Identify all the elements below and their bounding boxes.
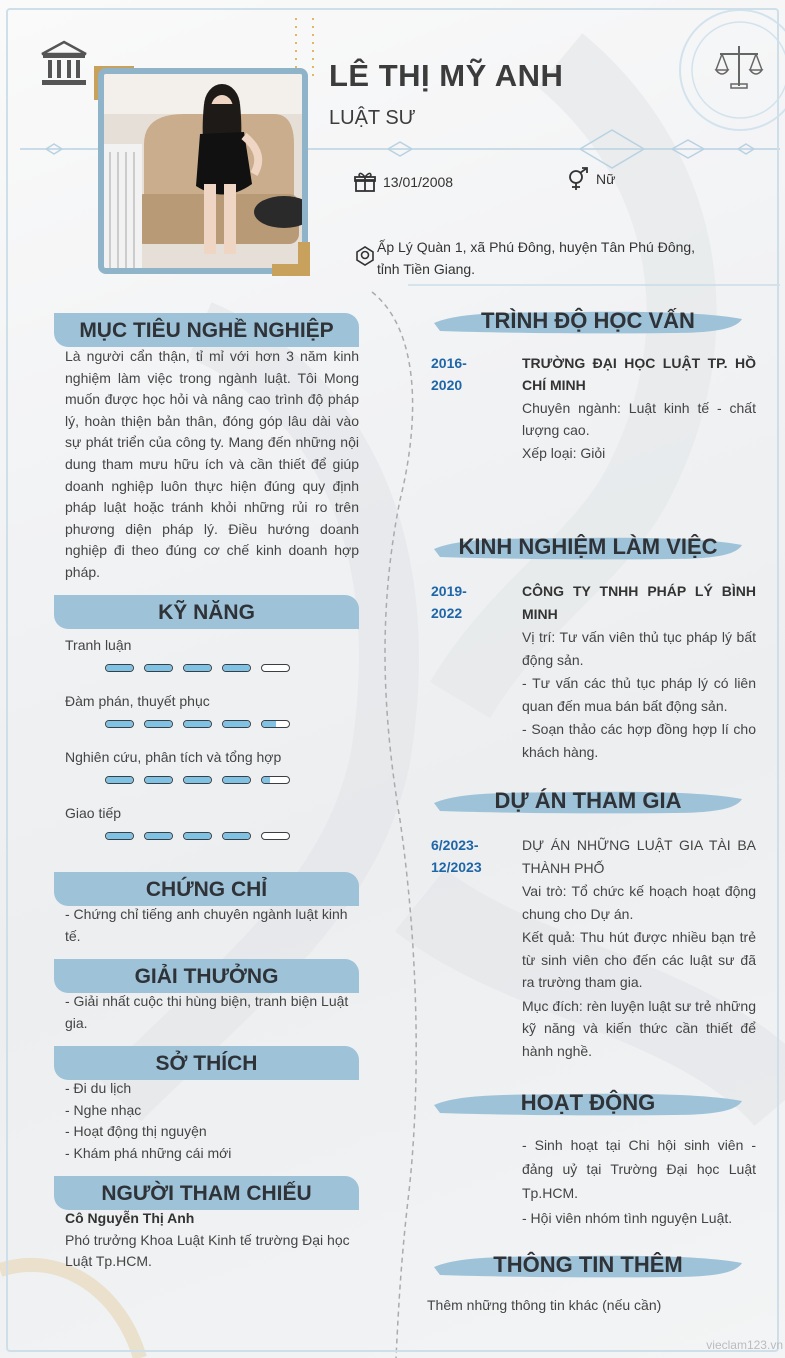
- skill-bar-segment: [261, 720, 290, 728]
- project-date: 6/2023- 12/2023: [431, 837, 482, 875]
- hobbies-heading: SỞ THÍCH: [54, 1046, 359, 1080]
- skill-label: Tranh luận: [65, 637, 132, 653]
- skill-rating: [105, 720, 290, 728]
- skill-bar-segment: [105, 832, 134, 840]
- skill-label: Đàm phán, thuyết phục: [65, 693, 210, 709]
- education-title: TRÌNH ĐỘ HỌC VẤN: [481, 308, 695, 333]
- skill-bar-segment: [144, 776, 173, 784]
- experience-duty: - Tư vấn các thủ tục pháp lý có liên quan đến mua bán bất động sản.: [522, 675, 756, 714]
- skills-heading: KỸ NĂNG: [54, 595, 359, 629]
- skill-rating: [105, 776, 290, 784]
- hobby-item: - Khám phá những cái mới: [65, 1144, 232, 1161]
- project-role: Vai trò: Tổ chức kế hoạch hoạt động chung cho Dự án.: [522, 883, 756, 922]
- reference-block: [65, 1208, 359, 1273]
- skill-bar-segment: [222, 664, 251, 672]
- hobby-item: - Đi du lịch: [65, 1080, 132, 1096]
- education-details: [522, 352, 756, 465]
- skill-bar-segment: [183, 776, 212, 784]
- watermark: vieclam123.vn: [706, 1338, 783, 1352]
- activities-title: HOẠT ĐỘNG: [520, 1090, 656, 1115]
- extra-text: Thêm những thông tin khác (nếu cần): [427, 1297, 662, 1313]
- courthouse-icon: [40, 40, 88, 88]
- education-heading: [432, 306, 744, 336]
- skill-bar-segment: [261, 664, 290, 672]
- reference-name: Cô Nguyễn Thị Anh: [65, 1210, 195, 1226]
- experience-duty: - Soạn thảo các hợp đồng hợp lí cho khách hàng.: [522, 721, 756, 760]
- gender-row: [566, 167, 615, 191]
- address-value: Ấp Lý Quàn 1, xã Phú Đông, huyện Tân Phú Đông, tỉnh Tiền Giang.: [377, 239, 696, 277]
- experience-title: KINH NGHIỆM LÀM VIỆC: [458, 534, 718, 559]
- skill-bar-segment: [261, 832, 290, 840]
- scales-icon: [714, 42, 764, 92]
- activity-item: - Hội viên nhóm tình nguyện Luật.: [522, 1210, 733, 1226]
- skill-label: Giao tiếp: [65, 805, 122, 821]
- skill-label: Nghiên cứu, phân tích và tổng hợp: [65, 749, 282, 765]
- extra-heading: [432, 1250, 744, 1280]
- skill-bar-segment: [144, 832, 173, 840]
- birthday-row: [353, 170, 453, 194]
- projects-title: DỰ ÁN THAM GIA: [494, 788, 682, 813]
- skill-bar-segment: [183, 720, 212, 728]
- skill-bar-segment: [105, 720, 134, 728]
- education-major: Chuyên ngành: Luật kinh tế - chất lượng cao.: [522, 400, 756, 438]
- company-name: CÔNG TY TNHH PHÁP LÝ BÌNH MINH: [522, 583, 756, 622]
- awards-text: - Giải nhất cuộc thi hùng biện, tranh biện Luật gia.: [65, 993, 349, 1031]
- activities-details: [522, 1133, 756, 1231]
- project-name: DỰ ÁN NHỮNG LUẬT GIA TÀI BA THÀNH PHỐ: [522, 837, 756, 876]
- skill-bar-segment: [222, 776, 251, 784]
- reference-position: Phó trưởng Khoa Luật Kinh tế trường Đại học Luật Tp.HCM.: [65, 1231, 350, 1270]
- hobby-item: - Hoạt động thị nguyện: [65, 1123, 207, 1140]
- job-title: LUẬT SƯ: [329, 107, 416, 129]
- experience-role: Vị trí: Tư vấn viên thủ tục pháp lý bất động sản.: [522, 629, 756, 668]
- objective-heading: MỤC TIÊU NGHỀ NGHIỆP: [54, 313, 359, 347]
- education-date: 2016- 2020: [431, 355, 467, 393]
- activity-item: - Sinh hoạt tại Chi hội sinh viên - đảng uỷ tại Trường Đại học Luật Tp.HCM.: [522, 1137, 756, 1201]
- skill-rating: [105, 832, 290, 840]
- skill-bar-segment: [144, 720, 173, 728]
- hobby-item: - Nghe nhạc: [65, 1101, 142, 1118]
- birthday-value: 13/01/2008: [383, 174, 454, 190]
- gift-icon: [353, 170, 377, 194]
- address-row: [353, 236, 713, 280]
- skill-bar-segment: [183, 664, 212, 672]
- school-name: TRƯỜNG ĐẠI HỌC LUẬT TP. HỒ CHÍ MINH: [522, 355, 756, 393]
- extra-title: THÔNG TIN THÊM: [493, 1252, 683, 1277]
- skill-bar-segment: [183, 832, 212, 840]
- skill-bar-segment: [222, 832, 251, 840]
- hobbies-list: [65, 1078, 359, 1164]
- reference-heading: NGƯỜI THAM CHIẾU: [54, 1176, 359, 1210]
- experience-heading: [432, 532, 744, 562]
- location-icon: [353, 244, 377, 268]
- activities-heading: [432, 1088, 744, 1118]
- certificates-heading: CHỨNG CHỈ: [54, 872, 359, 906]
- experience-date: 2019- 2022: [431, 583, 467, 621]
- education-rank: Xếp loại: Giỏi: [522, 445, 606, 461]
- photo-frame-corner: [272, 242, 310, 276]
- gender-icon: [566, 167, 590, 191]
- candidate-name: LÊ THỊ MỸ ANH: [329, 58, 564, 93]
- skill-bar-segment: [222, 720, 251, 728]
- awards-heading: GIẢI THƯỞNG: [54, 959, 359, 993]
- project-purpose: Mục đích: rèn luyện luật sư trẻ những kỹ năng và kiến thức cần thiết để hành nghề.: [522, 997, 756, 1059]
- experience-details: [522, 580, 756, 764]
- skill-bar-segment: [144, 664, 173, 672]
- skill-rating: [105, 664, 290, 672]
- certificates-text: - Chứng chỉ tiếng anh chuyên ngành luật kinh tế.: [65, 906, 348, 944]
- project-result: Kết quả: Thu hút được nhiều bạn trẻ từ sinh viên cho đến các luật sư đã ra trường tham gia.: [522, 929, 756, 990]
- project-details: [522, 834, 756, 1063]
- skill-bar-segment: [261, 776, 290, 784]
- objective-text: Là người cẩn thận, tỉ mỉ với hơn 3 năm kinh nghiệm làm việc trong ngành luật. Tôi Mong muốn được học hỏi và nâng cao trình độ pháp lý, hoàn thiện bản thân, đóng góp lâu dài vào sự phát triển của công ty. Mang đến những nội dung tham mưu hữu ích và cần thiết để giúp doanh nghiệp luôn thực hiện đúng quy định pháp luật hoặc tránh khỏi những rủi ro trên phương diện pháp lý. Điều hướng doanh nghiệp đi theo đúng cơ chế kinh doanh hợp pháp.: [65, 348, 359, 580]
- projects-heading: [432, 786, 744, 816]
- profile-photo-illustration: [104, 74, 302, 268]
- skill-bar-segment: [105, 776, 134, 784]
- gender-value: Nữ: [596, 171, 616, 187]
- skill-bar-segment: [105, 664, 134, 672]
